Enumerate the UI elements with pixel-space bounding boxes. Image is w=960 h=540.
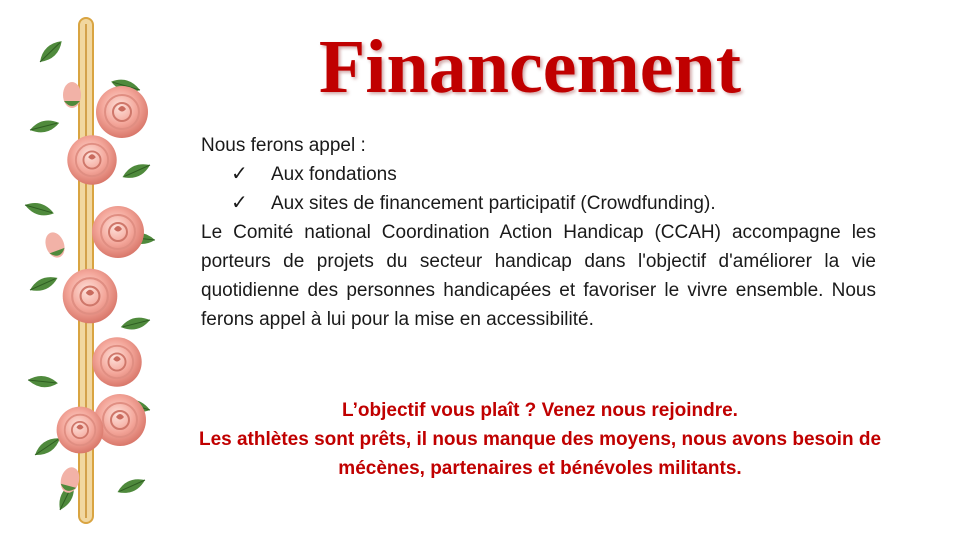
cta-line-1: L’objectif vous plaît ? Venez nous rejoindre.: [342, 400, 738, 421]
ccah-paragraph: Le Comité national Coordination Action Handicap (CCAH) accompagne les porteurs de projets du secteur handicap dans l'objectif d'améliorer la vie quotidienne des personnes handicapées et favoriser le vivre ensemble. Nous ferons appel à lui pour la mise en accessibilité.: [201, 222, 876, 330]
list-item: [231, 189, 876, 218]
list-item-label: Aux sites de financement participatif (Crowdfunding).: [271, 193, 716, 214]
cta-line-2: Les athlètes sont prêts, il nous manque des moyens, nous avons besoin de mécènes, partenaires et bénévoles militants.: [198, 429, 882, 479]
call-to-action: [195, 396, 885, 483]
rose-garland-icon: [0, 0, 190, 540]
checklist: [201, 160, 876, 218]
checkmark-icon: ✓: [231, 163, 248, 185]
intro-text: Nous ferons appel :: [201, 135, 366, 156]
list-item: [231, 160, 876, 189]
checkmark-icon: ✓: [231, 192, 248, 214]
slide-body: [201, 131, 876, 334]
slide-title: Financement: [318, 25, 742, 109]
list-item-label: Aux fondations: [271, 164, 397, 185]
